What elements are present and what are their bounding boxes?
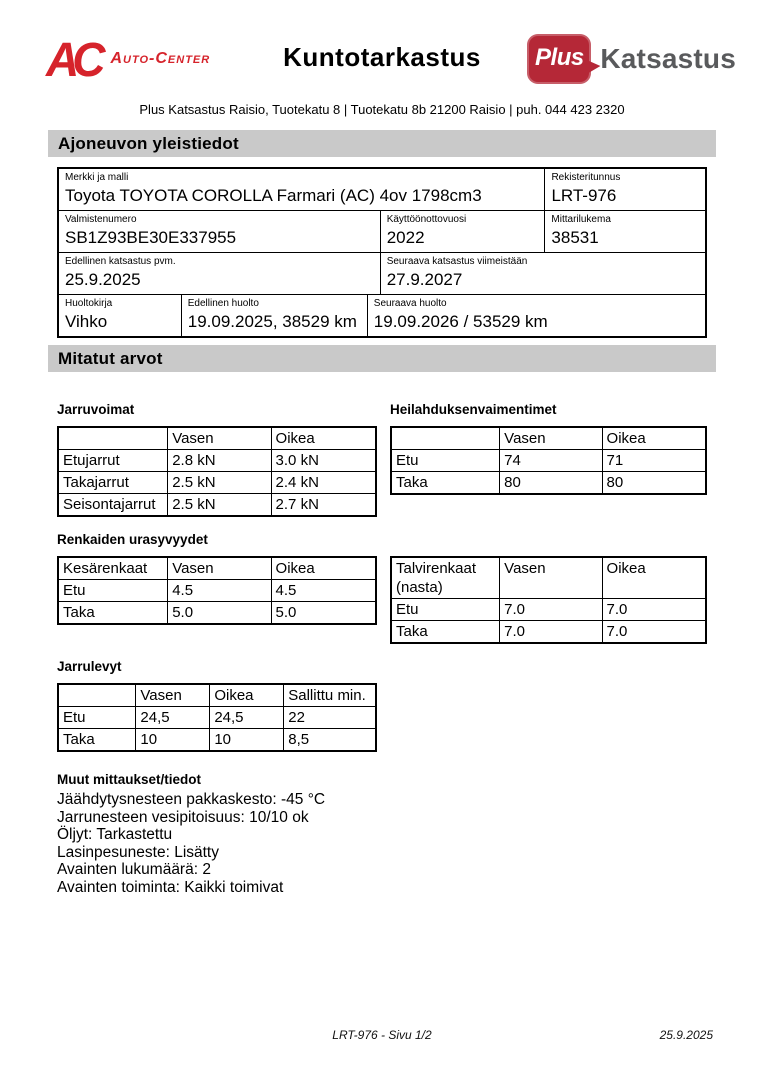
table-row: [391, 472, 706, 495]
value-cell: 7.0: [602, 599, 706, 621]
value-cell: 2.4 kN: [271, 472, 376, 494]
field-next-service: [368, 295, 705, 336]
other-line-washer-fluid: Lasinpesuneste: Lisätty: [57, 843, 219, 861]
field-value: Toyota TOYOTA COROLLA Farmari (AC) 4ov 1798cm3: [65, 186, 482, 205]
other-line-oils: Öljyt: Tarkastettu: [57, 826, 173, 843]
field-label: Edellinen huolto: [187, 298, 259, 309]
info-row-4: [59, 295, 705, 336]
header-cell: Oikea: [210, 684, 284, 707]
field-label: Seuraava huolto: [373, 298, 447, 309]
header-cell: Sallittu min.: [284, 684, 376, 707]
field-label: Seuraava katsastus viimeistään: [386, 256, 528, 267]
brake-forces-block: [57, 402, 377, 517]
table-header-row: [58, 427, 376, 450]
station-address: Plus Katsastus Raisio, Tuotekatu 8 | Tuotekatu 8b 21200 Raisio | puh. 044 423 2320: [139, 102, 625, 117]
header-cell: [391, 427, 500, 450]
katsastus-logo-text: Katsastus: [600, 43, 736, 74]
table-row: [58, 494, 376, 517]
table-header-row: [391, 427, 706, 450]
brake-discs-title: Jarrulevyt: [57, 659, 122, 674]
measured-values: [57, 402, 707, 752]
section-header-general: Ajoneuvon yleistiedot: [48, 130, 716, 157]
winter-tires-table: [390, 556, 707, 644]
table-header-row: [58, 557, 376, 580]
header-cell: Vasen: [136, 684, 210, 707]
field-label: Käyttöönottovuosi: [386, 214, 467, 225]
field-previous-inspection: [59, 253, 381, 294]
auto-center-logo-text: Auto-Center: [110, 50, 211, 67]
table-row: [391, 621, 706, 644]
plus-katsastus-logo: [527, 34, 736, 84]
value-cell: 7.0: [500, 621, 602, 644]
auto-center-monogram-icon: AC: [46, 31, 99, 87]
page-title: Kuntotarkastus: [283, 42, 481, 72]
header-cell: [58, 684, 136, 707]
value-cell: 2.7 kN: [271, 494, 376, 517]
row-label: Takajarrut: [58, 472, 168, 494]
measured-row-1: [57, 402, 707, 517]
row-label: Seisontajarrut: [58, 494, 168, 517]
info-row-3: [59, 253, 705, 295]
plus-badge-tail-icon: [585, 60, 601, 77]
tread-depths-title: Renkaiden urasyvyydet: [57, 532, 208, 547]
row-label: Etu: [58, 707, 136, 729]
footer-page-info: LRT-976 - Sivu 1/2: [332, 1028, 432, 1042]
other-line-key-function: Avainten toiminta: Kaikki toimivat: [57, 878, 284, 896]
field-vin: [59, 211, 381, 252]
value-cell: 71: [602, 450, 706, 472]
value-cell: 8,5: [284, 729, 376, 752]
other-measurements: [57, 772, 764, 896]
field-service-book: [59, 295, 182, 336]
header-cell: Vasen: [500, 427, 602, 450]
field-value: 19.09.2026 / 53529 km: [373, 312, 548, 331]
summer-tires-table: [57, 556, 377, 625]
header-cell: Talvirenkaat (nasta): [391, 557, 500, 599]
other-line-key-count: Avainten lukumäärä: 2: [57, 861, 211, 878]
value-cell: 74: [500, 450, 602, 472]
value-cell: 5.0: [271, 602, 376, 625]
other-measurements-title: Muut mittaukset/tiedot: [57, 772, 201, 787]
field-next-inspection: [381, 253, 705, 294]
report-header: [0, 31, 764, 96]
table-row: [58, 707, 376, 729]
field-label: Merkki ja malli: [65, 172, 129, 183]
field-value: 27.9.2027: [386, 270, 463, 289]
header-cell: Vasen: [168, 557, 271, 580]
field-value: 25.9.2025: [65, 270, 141, 289]
field-value: Vihko: [65, 312, 108, 331]
table-row: [58, 472, 376, 494]
table-row: [391, 599, 706, 621]
shock-absorbers-block: [390, 402, 707, 517]
row-label: Etujarrut: [58, 450, 168, 472]
field-first-use-year: [381, 211, 546, 252]
brake-discs-block: [57, 659, 377, 752]
field-make-model: [59, 169, 545, 210]
value-cell: 4.5: [168, 580, 271, 602]
table-row: [58, 450, 376, 472]
table-header-row: [391, 557, 706, 599]
row-label: Taka: [58, 729, 136, 752]
field-value: LRT-976: [551, 186, 617, 205]
table-row: [58, 580, 376, 602]
field-label: Valmistenumero: [65, 214, 137, 225]
header-cell: Oikea: [271, 427, 376, 450]
row-label: Taka: [391, 621, 500, 644]
field-label: Edellinen katsastus pvm.: [65, 256, 176, 267]
header-cell: Vasen: [500, 557, 602, 599]
row-label: Etu: [391, 450, 500, 472]
header-cell: [58, 427, 168, 450]
field-value: SB1Z93BE30E337955: [65, 228, 237, 247]
value-cell: 2.5 kN: [168, 472, 271, 494]
field-value: 38531: [551, 228, 599, 247]
field-label: Mittarilukema: [551, 214, 611, 225]
header-cell: Vasen: [168, 427, 271, 450]
other-line-brake-fluid: Jarrunesteen vesipitoisuus: 10/10 ok: [57, 808, 309, 826]
shock-absorbers-table: [390, 426, 707, 495]
table-row: [391, 450, 706, 472]
vehicle-info-table: [57, 167, 707, 338]
field-previous-service: [182, 295, 368, 336]
field-value: 2022: [386, 228, 425, 247]
info-row-2: [59, 211, 705, 253]
row-label: Taka: [58, 602, 168, 625]
table-row: [58, 602, 376, 625]
header-cell: Oikea: [271, 557, 376, 580]
header-cell: Oikea: [602, 557, 706, 599]
value-cell: 80: [500, 472, 602, 495]
header-cell: Kesärenkaat: [58, 557, 168, 580]
value-cell: 80: [602, 472, 706, 495]
value-cell: 10: [136, 729, 210, 752]
header-cell: Oikea: [602, 427, 706, 450]
value-cell: 2.8 kN: [168, 450, 271, 472]
value-cell: 7.0: [602, 621, 706, 644]
value-cell: 5.0: [168, 602, 271, 625]
value-cell: 24,5: [136, 707, 210, 729]
other-line-coolant: Jäähdytysnesteen pakkaskesto: -45 °C: [57, 791, 326, 808]
brake-forces-title: Jarruvoimat: [57, 402, 135, 417]
footer-date: 25.9.2025: [659, 1028, 713, 1042]
row-label: Etu: [391, 599, 500, 621]
brake-forces-table: [57, 426, 377, 517]
value-cell: 2.5 kN: [168, 494, 271, 517]
plus-badge-icon: [527, 34, 591, 84]
field-label: Huoltokirja: [65, 298, 113, 309]
plus-badge-text: Plus: [535, 43, 584, 71]
row-label: Etu: [58, 580, 168, 602]
value-cell: 4.5: [271, 580, 376, 602]
winter-tires-block: [390, 532, 707, 644]
section-header-measured: Mitatut arvot: [48, 345, 716, 372]
row-label: Taka: [391, 472, 500, 495]
shock-absorbers-title: Heilahduksenvaimentimet: [390, 402, 557, 417]
value-cell: 10: [210, 729, 284, 752]
info-row-1: [59, 169, 705, 211]
value-cell: 22: [284, 707, 376, 729]
summer-tires-block: [57, 532, 377, 644]
field-registration: [545, 169, 705, 210]
page-footer: [0, 1028, 764, 1048]
measured-row-2: [57, 532, 707, 644]
field-label: Rekisteritunnus: [551, 172, 621, 183]
measured-row-3: [57, 659, 707, 752]
table-header-row: [58, 684, 376, 707]
brake-discs-table: [57, 683, 377, 752]
value-cell: 24,5: [210, 707, 284, 729]
table-row: [58, 729, 376, 752]
field-odometer: [545, 211, 705, 252]
value-cell: 7.0: [500, 599, 602, 621]
field-value: 19.09.2025, 38529 km: [187, 312, 357, 331]
value-cell: 3.0 kN: [271, 450, 376, 472]
